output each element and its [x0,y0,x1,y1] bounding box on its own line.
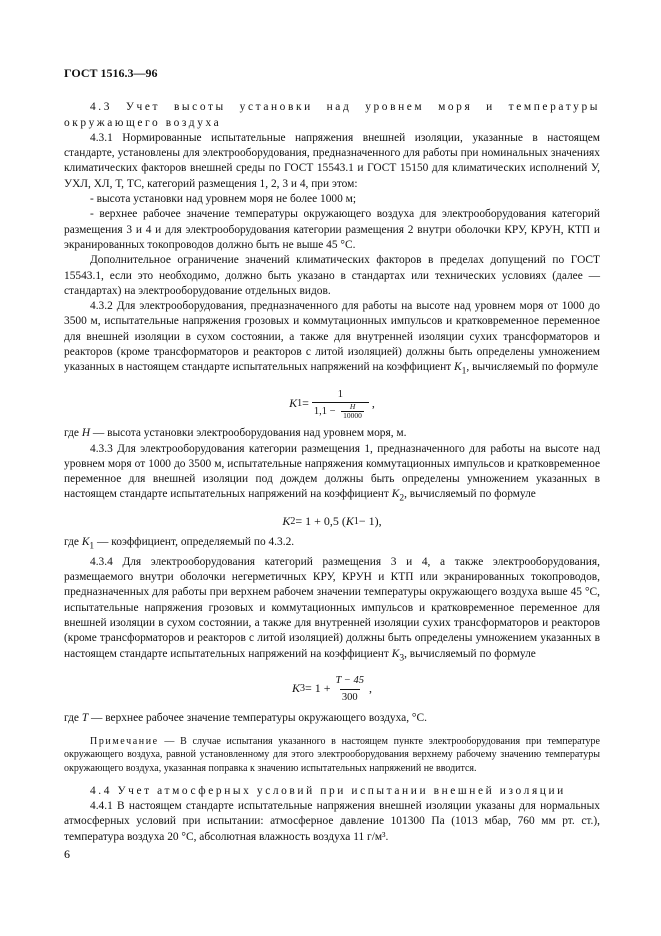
section-4-3-2-where: где H — высота установки электрооборудования над уровнем моря, м. [64,427,407,440]
formula-k3: K 3 = 1 + $\frac{T - 45}{300}$ , [64,673,600,705]
section-4-3-2-paragraph: 4.3.2 Для электрооборудования, предназначенного для работы на высоте над уровнем моря от 1000 до 3500 м, испытательные напряжения грозовых и коммутационных импульсов и кратковременное переменное для внешней изоляции в сухом состоянии, а также для внутренней изоляции сухих трансформаторов и реакторов (кроме трансформаторов и реакторов с литой изоляцией) должны быть определены умножением указанных в настоящем стандарте испытательных напряжений на коэффициент $K_1$, вычисляемый по формуле [64,300,600,377]
note-label: Примечание [90,736,159,748]
section-4-4-1-paragraph: 4.4.1 В настоящем стандарте испытательные напряжения внешней изоляции указаны для нормальных атмосферных условий при испытании: атмосферное давление 101300 Па (1013 мбар, 760 мм рт. ст.), температура воздуха 20 °С, абсолютная влажность воздуха 11 г/м³. [64,800,600,843]
section-4-3-1-bullet-1: - высота установки над уровнем моря не более 1000 м; [90,193,357,206]
note-paragraph: Примечание — В случае испытания указанного в настоящем пункте электрооборудования при температуре окружающего воздуха, равной установленному для этого электрооборудования верхнему рабочему значению температуры окружающего воздуха, указанная поправка к значению испытательных напряжений не вводится. [64,736,600,774]
section-4-4-heading: 4.4 Учет атмосферных условий при испытании внешней изоляции [90,784,566,797]
section-4-3-1-paragraph-2: Дополнительное ограничение значений климатических факторов в пределах допущений по ГОСТ 15543.1, если это необходимо, должно быть указано в стандартах или технических условиях (далее — стандартах) на электрооборудование отдельных видов. [64,254,600,297]
formula-k3-fraction: $\frac{T - 45}{300}$ [334,673,367,705]
section-4-3-1-bullet-2: - верхнее рабочее значение температуры окружающего воздуха для электрооборудования категорий размещения 3 и 4 и для электрооборудования категории размещения 2 внутри оболочки КРУ, КРУН, КТП и экранированных токопроводов должно быть не выше 45 °С. [64,208,600,251]
section-4-3-4-paragraph: 4.3.4 Для электрооборудования категорий размещения 3 и 4, а также электрооборудования, размещаемого внутри оболочки негерметичных КРУ, КРУН и КТП или экранированных токопроводов, предназначенных для работы при верхнем рабочем значении температуры окружающего воздуха выше 45 °С, испытательные напряжения грозовых и коммутационных импульсов и кратковременное переменное для внешней изоляции в сухом состоянии, а также для внутренней изоляции сухих трансформаторов и реакторов (кроме трансформаторов и реакторов с литой изоляцией) должны быть определены умножением указанных в настоящем стандарте испытательных напряжений на коэффициент $K_3$, вычисляемый по формуле [64,555,600,663]
document-page [64,66,600,845]
section-4-3-4-where: где T — верхнее рабочее значение температуры окружающего воздуха, °С. [64,711,427,724]
section-4-3-3-where: где $K_1$ — коэффициент, определяемый по 4.3.2. [64,536,295,552]
section-4-3-heading: 4.3 Учет высоты установки над уровнем моря и температуры окружающего воздуха [64,101,600,129]
page-number: 6 [64,847,70,861]
formula-k1: K 1 = 1 1,1 − $\frac{H}{10000}$ , [289,388,375,421]
section-4-3-3-paragraph: 4.3.3 Для электрооборудования категории размещения 1, предназначенного для работы на высоте над уровнем моря от 1000 до 3500 м, испытательные напряжения коммутационных импульсов и кратковременное переменное для внешней изоляции под дождем должны быть определены умножением указанных в настоящем стандарте испытательных напряжений на коэффициент $K_2$, вычисляемый по формуле [64,442,600,504]
formula-k1-fraction: 1 1,1 − $\frac{H}{10000}$ [312,387,369,420]
standard-title: ГОСТ 1516.3—96 [64,66,158,80]
section-4-3-1-paragraph: 4.3.1 Нормированные испытательные напряжения внешней изоляции, указанные в настоящем стандарте, установлены для электрооборудования, предназначенного для работы при номинальных значениях климатических факторов внешней среды по ГОСТ 15543.1 и ГОСТ 15150 для климатических исполнений У, УХЛ, ХЛ, Т, ТС, категорий размещения 1, 2, 3 и 4, при этом: [64,131,600,190]
formula-k2: K 2 = 1 + 0,5 ( K 1 − 1), [282,513,382,528]
